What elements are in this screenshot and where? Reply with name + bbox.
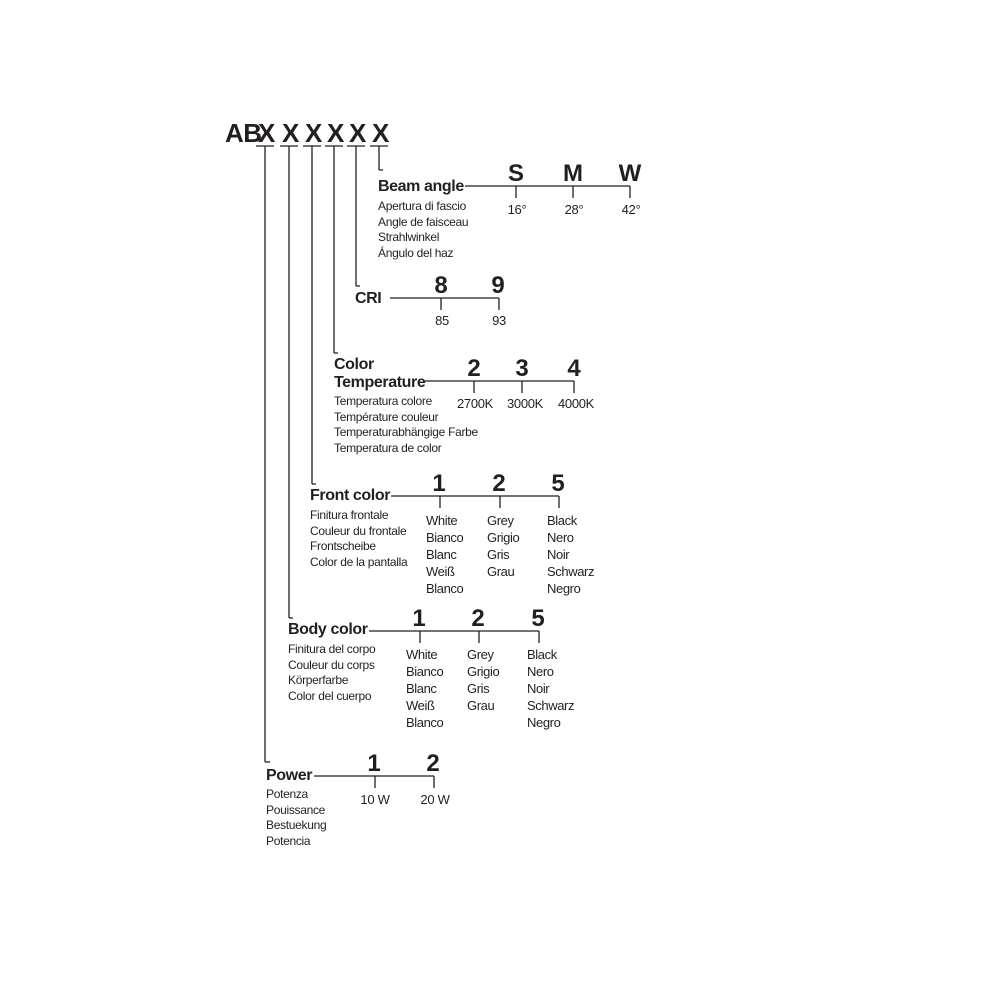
option-name: Bianco: [426, 530, 464, 545]
front-color-title: Front color: [310, 487, 391, 504]
cri-option-code: 9: [491, 272, 505, 299]
front-color-option-code: 1: [432, 470, 446, 497]
color-temperature-option-value: 4000K: [557, 396, 595, 411]
translation-fr: Couleur du corps: [288, 657, 375, 672]
option-name: Grey: [467, 647, 494, 662]
cri-title: CRI: [355, 290, 382, 307]
option-name: Blanco: [406, 715, 444, 730]
color-temperature-option-code: 3: [515, 355, 529, 382]
option-name: Black: [527, 647, 557, 662]
front-color-option-code: 2: [492, 470, 506, 497]
beam-angle-translations: [378, 199, 468, 261]
body-color-option-code: 5: [531, 605, 545, 632]
beam-angle-option-code: W: [618, 160, 642, 187]
option-name: Schwarz: [547, 564, 595, 579]
option-name: Blanc: [426, 547, 457, 562]
beam-angle-option-code: S: [507, 160, 525, 187]
beam-angle-title: Beam angle: [378, 178, 464, 195]
translation-de: Frontscheibe: [310, 539, 376, 553]
option-name: Black: [547, 513, 577, 528]
body-color-option-code: 2: [471, 605, 485, 632]
body-color-translations: [288, 642, 375, 704]
body-color-title: Body color: [288, 621, 368, 638]
beam-angle-option-code: M: [563, 160, 583, 187]
translation-es: Potencia: [266, 833, 311, 848]
option-name: Grau: [467, 698, 495, 713]
translation-de: Strahlwinkel: [378, 230, 440, 244]
option-name: Nero: [547, 530, 574, 545]
option-name: Negro: [527, 715, 561, 730]
body-color-option-names: [527, 646, 574, 731]
option-name: Blanc: [406, 681, 437, 696]
power-option-code: 2: [426, 750, 440, 777]
color-temperature-option-value: 2700K: [456, 396, 494, 411]
front-color-option-names: [547, 512, 594, 597]
translation-de: Bestuekung: [266, 818, 327, 832]
translation-it: Finitura frontale: [310, 508, 389, 522]
option-name: Grigio: [467, 664, 500, 679]
beam-angle-option-value: 42°: [621, 202, 641, 217]
color-temperature-option-value: 3000K: [506, 396, 544, 411]
option-name: White: [406, 647, 438, 662]
translation-it: Apertura di fascio: [378, 199, 466, 213]
beam-angle-option-value: 16°: [507, 202, 527, 217]
option-name: Weiß: [406, 698, 435, 713]
cri-option-value: 85: [435, 313, 449, 328]
option-name: Grau: [487, 564, 515, 579]
beam-angle-option-value: 28°: [564, 202, 584, 217]
code-prefix: AB: [225, 118, 262, 148]
option-name: Noir: [527, 681, 550, 696]
power-title: Power: [266, 767, 313, 784]
option-name: Weiß: [426, 564, 455, 579]
color-temperature-option-code: 4: [567, 355, 581, 382]
cri-option-code: 8: [434, 272, 448, 299]
translation-fr: Pouissance: [266, 802, 326, 817]
power-translations: [266, 787, 326, 849]
option-name: White: [426, 513, 458, 528]
translation-fr: Angle de faisceau: [378, 214, 469, 229]
option-name: Grigio: [487, 530, 520, 545]
translation-es: Color del cuerpo: [288, 688, 372, 703]
front-color-option-names: [487, 512, 519, 580]
color-temperature-title-line1: Color: [334, 356, 374, 373]
translation-it: Potenza: [266, 787, 308, 801]
translation-es: Color de la pantalla: [310, 554, 408, 569]
translation-fr: Température couleur: [334, 409, 439, 424]
front-color-translations: [310, 508, 407, 570]
translation-it: Finitura del corpo: [288, 642, 376, 656]
code-placeholder-color-temperature: X: [327, 118, 345, 148]
body-color-option-names: [467, 646, 499, 714]
option-name: Blanco: [426, 581, 464, 596]
body-color-option-code: 1: [412, 605, 426, 632]
translation-it: Temperatura colore: [334, 394, 432, 408]
option-name: Bianco: [406, 664, 444, 679]
front-color-option-code: 5: [551, 470, 565, 497]
translation-es: Ángulo del haz: [378, 245, 454, 260]
power-option-value: 20 W: [420, 792, 450, 807]
front-color-option-names: [426, 512, 463, 597]
translation-de: Temperaturabhängige Farbe: [334, 425, 478, 439]
option-name: Schwarz: [527, 698, 575, 713]
option-name: Grey: [487, 513, 514, 528]
body-color-option-names: [406, 646, 443, 731]
code-placeholder-power: X: [258, 118, 276, 148]
code-placeholder-body-color: X: [282, 118, 300, 148]
code-placeholder-beam-angle: X: [372, 118, 390, 148]
translation-es: Temperatura de color: [334, 440, 442, 455]
power-option-code: 1: [367, 750, 381, 777]
option-name: Gris: [467, 681, 490, 696]
code-placeholder-front-color: X: [305, 118, 323, 148]
option-name: Nero: [527, 664, 554, 679]
cri-option-value: 93: [492, 313, 506, 328]
code-placeholder-cri: X: [349, 118, 367, 148]
translation-fr: Couleur du frontale: [310, 523, 407, 538]
color-temperature-title-line2: Temperature: [334, 374, 426, 391]
option-name: Noir: [547, 547, 570, 562]
option-name: Negro: [547, 581, 581, 596]
translation-de: Körperfarbe: [288, 673, 349, 687]
color-temperature-option-code: 2: [467, 355, 481, 382]
power-option-value: 10 W: [360, 792, 390, 807]
option-name: Gris: [487, 547, 510, 562]
